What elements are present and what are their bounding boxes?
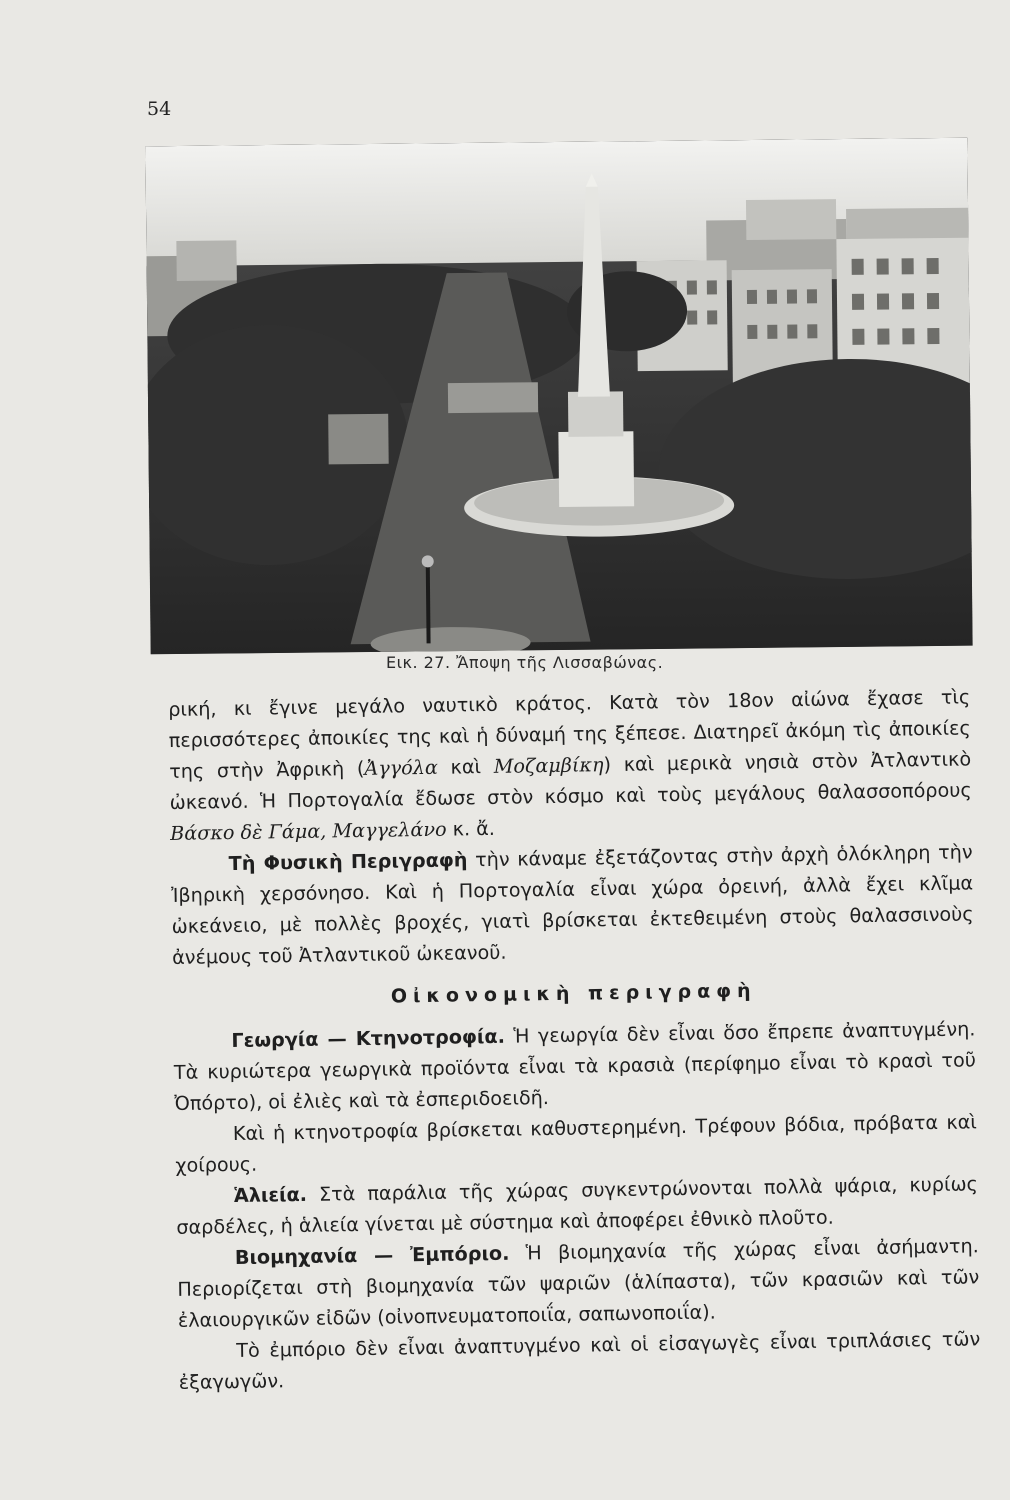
para1-italic-mozambique: Μοζαμβίκη (493, 753, 604, 778)
paragraph-agriculture (173, 1013, 976, 1119)
paragraph-trade: Τὸ ἐμπόριο δὲν εἶναι ἀναπτυγμένο καὶ οἱ εἰσαγωγὲς εἶναι τριπλάσιες τῶν ἐξαγωγῶν. (178, 1327, 981, 1394)
para1-italic-navigators: Βάσκο δὲ Γάμα, Μαγγελάνο (170, 817, 447, 845)
section-heading: Οἰκονομικὴ περιγραφὴ (390, 979, 757, 1008)
body-text (168, 681, 981, 1398)
para2-bold-lead: Τὴ Φυσικὴ Περιγραφὴ (228, 848, 468, 876)
figure-caption: Εικ. 27. Ἄποψη τῆς Λισσαβώνας. (386, 653, 664, 672)
paragraph-history (168, 681, 972, 849)
paragraph-industry (177, 1230, 980, 1336)
para5-text: Στὰ παράλια τῆς χώρας συγκεντρώνονται πολλὰ ψάρια, κυρίως σαρδέλες, ἡ ἁλιεία γίνεται μὲ σύστημα καὶ ἀποφέρει ἐθνικὸ πλοῦτο. (176, 1172, 978, 1239)
para1-italic-angola: Ἀγγόλα (364, 755, 439, 780)
para6-text: Ἡ βιομηχανία τῆς χώρας εἶναι ἀσήμαντη. Περιορίζεται στὴ βιομηχανία τῶν ψαριῶν (ἁλίπαστα), τῶν κρασιῶν καὶ τῶν ἐλαιουργικῶν εἰδῶν (οἰνοπνευματοποιΐα, σαπωνοποιΐα). (177, 1234, 980, 1332)
page-number: 54 (147, 98, 172, 120)
para3-bold-lead: Γεωργία — Κτηνοτροφία. (231, 1024, 506, 1053)
paragraph-physical (170, 836, 974, 973)
paragraph-livestock: Καὶ ἡ κτηνοτροφία βρίσκεται καθυστερημένη. Τρέφουν βόδια, πρόβατα καὶ χοίρους. (175, 1110, 978, 1177)
para3-text: Ἡ γεωργία δὲν εἶναι ὅσο ἔπρεπε ἀναπτυγμένη. Τὰ κυριώτερα γεωργικὰ προϊόντα εἶναι τὰ κρασιὰ (περίφημο εἶναι τὸ κρασὶ τοῦ Ὀπόρτο), οἱ ἐλιὲς καὶ τὰ ἐσπεριδοειδῆ. (173, 1017, 977, 1115)
lisbon-photo (145, 138, 972, 655)
para2-text: τὴν κάναμε ἐξετάζοντας στὴν ἀρχὴ ὁλόκληρη τὴν Ἰβηρικὴ χερσόνησο. Καὶ ἡ Πορτογαλία εἶναι χώρα ὀρεινή, ἀλλὰ ἔχει κλῖμα ὠκεάνειο, μὲ πολλὲς βροχές, γιατὶ βρίσκεται ἐκτεθειμένη στοὺς θαλασσινοὺς ἀνέμους τοῦ Ἀτλαντικοῦ ὠκεανοῦ. (170, 840, 974, 969)
para1-text-4: κ. ἄ. (446, 816, 496, 841)
para6-bold-lead: Βιομηχανία — Ἐμπόριο. (234, 1241, 510, 1270)
para5-bold-lead: Ἁλιεία. (233, 1182, 308, 1208)
para1-text-3: ) καὶ μερικὰ νησιὰ στὸν Ἀτλαντικὸ ὠκεανό. Ἡ Πορτογαλία ἔδωσε στὸν κόσμο καὶ τοὺς μεγάλους θαλασσοπόρους (169, 747, 972, 814)
para1-text-1: ρική, κι ἔγινε μεγάλο ναυτικὸ κράτος. Κατὰ τὸν 18ον αἰώνα ἔχασε τὶς περισσότερες ἀποικίες της καὶ ἡ δύναμή της ξέπεσε. Διατηρεῖ ἀκόμη τὶς ἀποικίες της στὴν Ἀφρικὴ ( (168, 685, 971, 783)
para1-text-2: καὶ (437, 754, 494, 779)
